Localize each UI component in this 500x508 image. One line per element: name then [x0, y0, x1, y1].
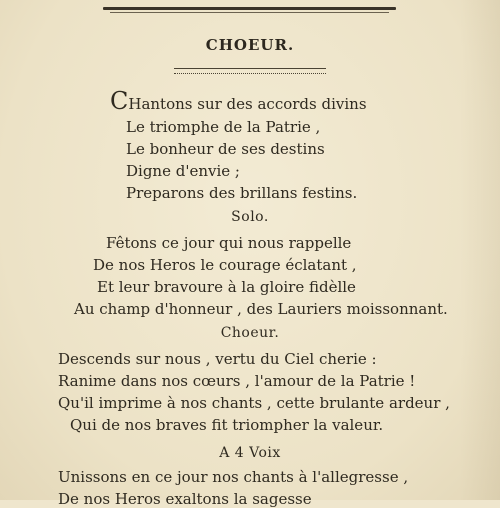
verse-line: Qu'il imprime à nos chants , cette brulante ardeur ,	[58, 394, 450, 412]
verse-line: Unissons en ce jour nos chants à l'allegresse ,	[58, 468, 409, 486]
page-heading: CHOEUR.	[205, 36, 295, 54]
drop-cap: C	[110, 87, 129, 115]
verse-line: Et leur bravoure à la gloire fidèlle	[97, 278, 356, 296]
verse-line: Descends sur nous , vertu du Ciel cherie :	[58, 350, 377, 368]
page-edge-shadow	[460, 0, 500, 500]
section-label-choeur: Choeur.	[220, 325, 280, 341]
verse-line: De nos Heros le courage éclatant ,	[93, 256, 357, 274]
verse-line: De nos Heros exaltons la sagesse	[58, 490, 312, 508]
verse-line: Preparons des brillans festins.	[126, 184, 358, 202]
top-rule	[103, 7, 396, 10]
section-label-quatre-voix: A 4 Voix	[219, 445, 281, 461]
verse-line: Qui de nos braves fit triompher la valeur.	[70, 416, 384, 434]
verse-line: Au champ d'honneur , des Lauriers moissonnant.	[74, 300, 448, 318]
verse-line	[110, 87, 367, 115]
section-label-solo: Solo.	[231, 209, 269, 225]
verse-text: Hantons sur des accords divins	[128, 95, 367, 113]
top-rule-thin	[110, 12, 389, 13]
ornament-divider	[174, 68, 326, 74]
verse-line: Le bonheur de ses destins	[126, 140, 325, 158]
verse-line: Ranime dans nos cœurs , l'amour de la Patrie !	[58, 372, 416, 390]
verse-line: Fêtons ce jour qui nous rappelle	[106, 234, 352, 252]
verse-line: Le triomphe de la Patrie ,	[126, 118, 321, 136]
verse-line: Digne d'envie ;	[126, 162, 240, 180]
